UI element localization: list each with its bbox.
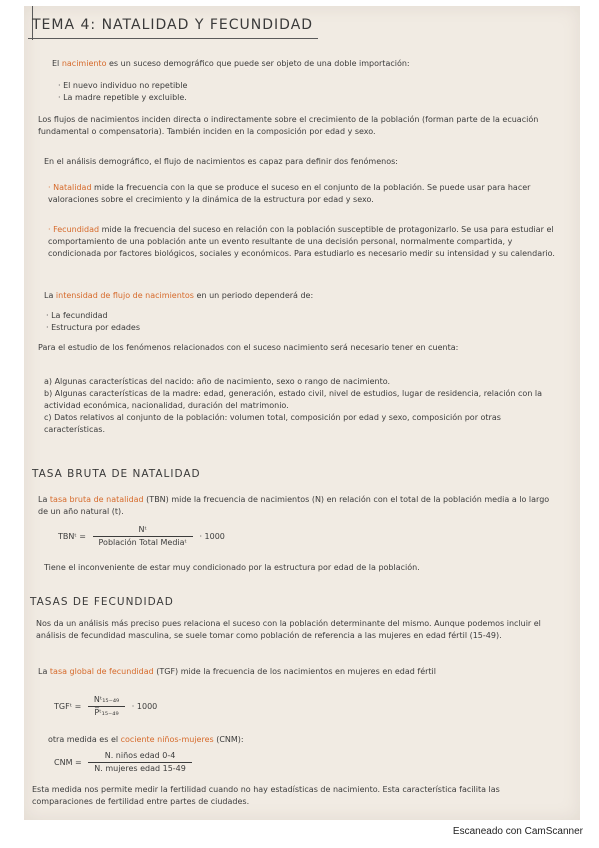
cnm-fraction	[88, 750, 192, 775]
section-heading-tasas: TASAS DE FECUNDIDAD	[30, 596, 174, 608]
intro-bullet: · La madre repetible y excluible.	[58, 93, 187, 102]
cnm-intro	[48, 734, 448, 746]
intro-pre: El	[52, 59, 62, 68]
cnm-formula	[54, 750, 354, 775]
abc-item: a) Algunas características del nacido: año de nacimiento, sexo o rango de nacimiento.	[44, 377, 391, 386]
cnm-pre: otra medida es el	[48, 735, 121, 744]
tasas-paragraph: Nos da un análisis más preciso pues relaciona el suceso con la población determinante del mismo. Aunque podemos incluir el análisis de fecundidad masculina, se suele tomar como población de referencia a las mujeres en edad fértil (15-49).	[36, 619, 541, 640]
intro-post: es un suceso demográfico que puede ser objeto de una doble importación:	[106, 59, 410, 68]
page-title: TEMA 4: NATALIDAD Y FECUNDIDAD	[32, 17, 314, 33]
cnm-numerator: N. niños edad 0-4	[88, 750, 192, 763]
tgf-paragraph	[38, 666, 556, 678]
tbn-numerator: Nᵗ	[93, 524, 193, 537]
paragraph-flujos: Los flujos de nacimientos inciden directa o indirectamente sobre el crecimiento de la población (forman parte de la ecuación fundamental o compensatoria). También inciden en la composición por edad y sexo.	[38, 115, 539, 136]
scanner-watermark: Escaneado con CamScanner	[452, 826, 583, 837]
paragraph-estudio: Para el estudio de los fenómenos relacionados con el suceso nacimiento será necesario tener en cuenta:	[38, 343, 459, 352]
closing-paragraph: Esta medida nos permite medir la fertilidad cuando no hay estadísticas de nacimiento. Esta característica facilita las comparaciones de fertilidad entre partes de ciudades.	[32, 785, 500, 806]
intensidad-paragraph	[44, 290, 554, 302]
tbn-formula	[58, 524, 358, 549]
tgf-denominator: P̅ᵗ₁₅₋₄₉	[94, 708, 119, 717]
cnm-denominator: N. mujeres edad 15-49	[94, 764, 186, 773]
tgf-multiplier: · 1000	[131, 702, 158, 711]
intensidad-list	[46, 310, 346, 334]
notebook-page	[24, 6, 580, 820]
natalidad-term: · Natalidad	[48, 183, 92, 192]
intro-term: nacimiento	[61, 59, 107, 68]
tbn-multiplier: · 1000	[199, 532, 225, 541]
tgf-fraction	[88, 694, 125, 719]
cnm-term: cociente niños-mujeres	[120, 735, 214, 744]
intensidad-pre: La	[44, 291, 56, 300]
tbn-post: (TBN) mide la frecuencia de nacimientos (N) en relación con el total de la población media a lo largo de un año natural (t).	[38, 495, 550, 516]
abc-item: c) Datos relativos al conjunto de la población: volumen total, composición por edad y sexo, composición por otras características.	[44, 413, 501, 434]
tgf-formula-label: TGFᵗ =	[54, 702, 82, 711]
intro-paragraph	[52, 58, 552, 70]
tgf-pre: La	[38, 667, 50, 676]
tbn-note: Tiene el inconveniente de estar muy condicionado por la estructura por edad de la población.	[44, 563, 420, 572]
tbn-fraction	[93, 524, 193, 549]
section-heading-tbn: TASA BRUTA DE NATALIDAD	[32, 468, 201, 480]
natalidad-text: mide la frecuencia con la que se produce el suceso en el conjunto de la población. Se puede usar para hacer valoraciones sobre el crecimiento y la dinámica de la estructura por edad y sexo.	[48, 183, 531, 204]
tgf-formula	[54, 694, 354, 719]
paragraph-analisis: En el análisis demográfico, el flujo de nacimientos es capaz para definir dos fenómenos:	[44, 157, 398, 166]
intensidad-item: · La fecundidad	[46, 311, 108, 320]
tbn-pre: La	[38, 495, 50, 504]
fecundidad-definition	[48, 224, 556, 260]
tgf-post: (TGF) mide la frecuencia de los nacimientos en mujeres en edad fértil	[153, 667, 436, 676]
intensidad-item: · Estructura por edades	[46, 323, 141, 332]
abc-item: b) Algunas características de la madre: edad, generación, estado civil, nivel de estudios, lugar de residencia, relación con la actividad económica, nacionalidad, duración del matrimonio.	[44, 389, 543, 410]
intensidad-term: intensidad de flujo de nacimientos	[55, 291, 194, 300]
tgf-term: tasa global de fecundidad	[49, 667, 154, 676]
title-underline	[28, 38, 318, 39]
tbn-term: tasa bruta de natalidad	[49, 495, 144, 504]
tbn-paragraph	[38, 494, 556, 518]
intro-bullets	[58, 80, 358, 104]
intensidad-post: en un periodo dependerá de:	[193, 291, 314, 300]
cnm-formula-label: CNM =	[54, 758, 82, 767]
fecundidad-text: mide la frecuencia del suceso en relación con la población susceptible de protagonizarlo. Se usa para estudiar el comportamiento de una población ante un evento resultante de una decisión personal, normalmente compartida, y condicionada por factores biológicos, sociales y económicos. Para estudiarlo es necesario medir su intensidad y su calendario.	[48, 225, 555, 258]
natalidad-definition	[48, 182, 556, 206]
title-row	[32, 14, 313, 33]
cnm-post: (CNM):	[213, 735, 244, 744]
tgf-numerator: Nᵗ₁₅₋₄₉	[88, 694, 125, 707]
intro-bullet: · El nuevo individuo no repetible	[58, 81, 188, 90]
abc-list	[44, 376, 556, 436]
fecundidad-term: · Fecundidad	[48, 225, 100, 234]
tbn-formula-label: TBNᵗ =	[58, 532, 86, 541]
tbn-denominator: Población Total Mediaᵗ	[98, 538, 187, 547]
